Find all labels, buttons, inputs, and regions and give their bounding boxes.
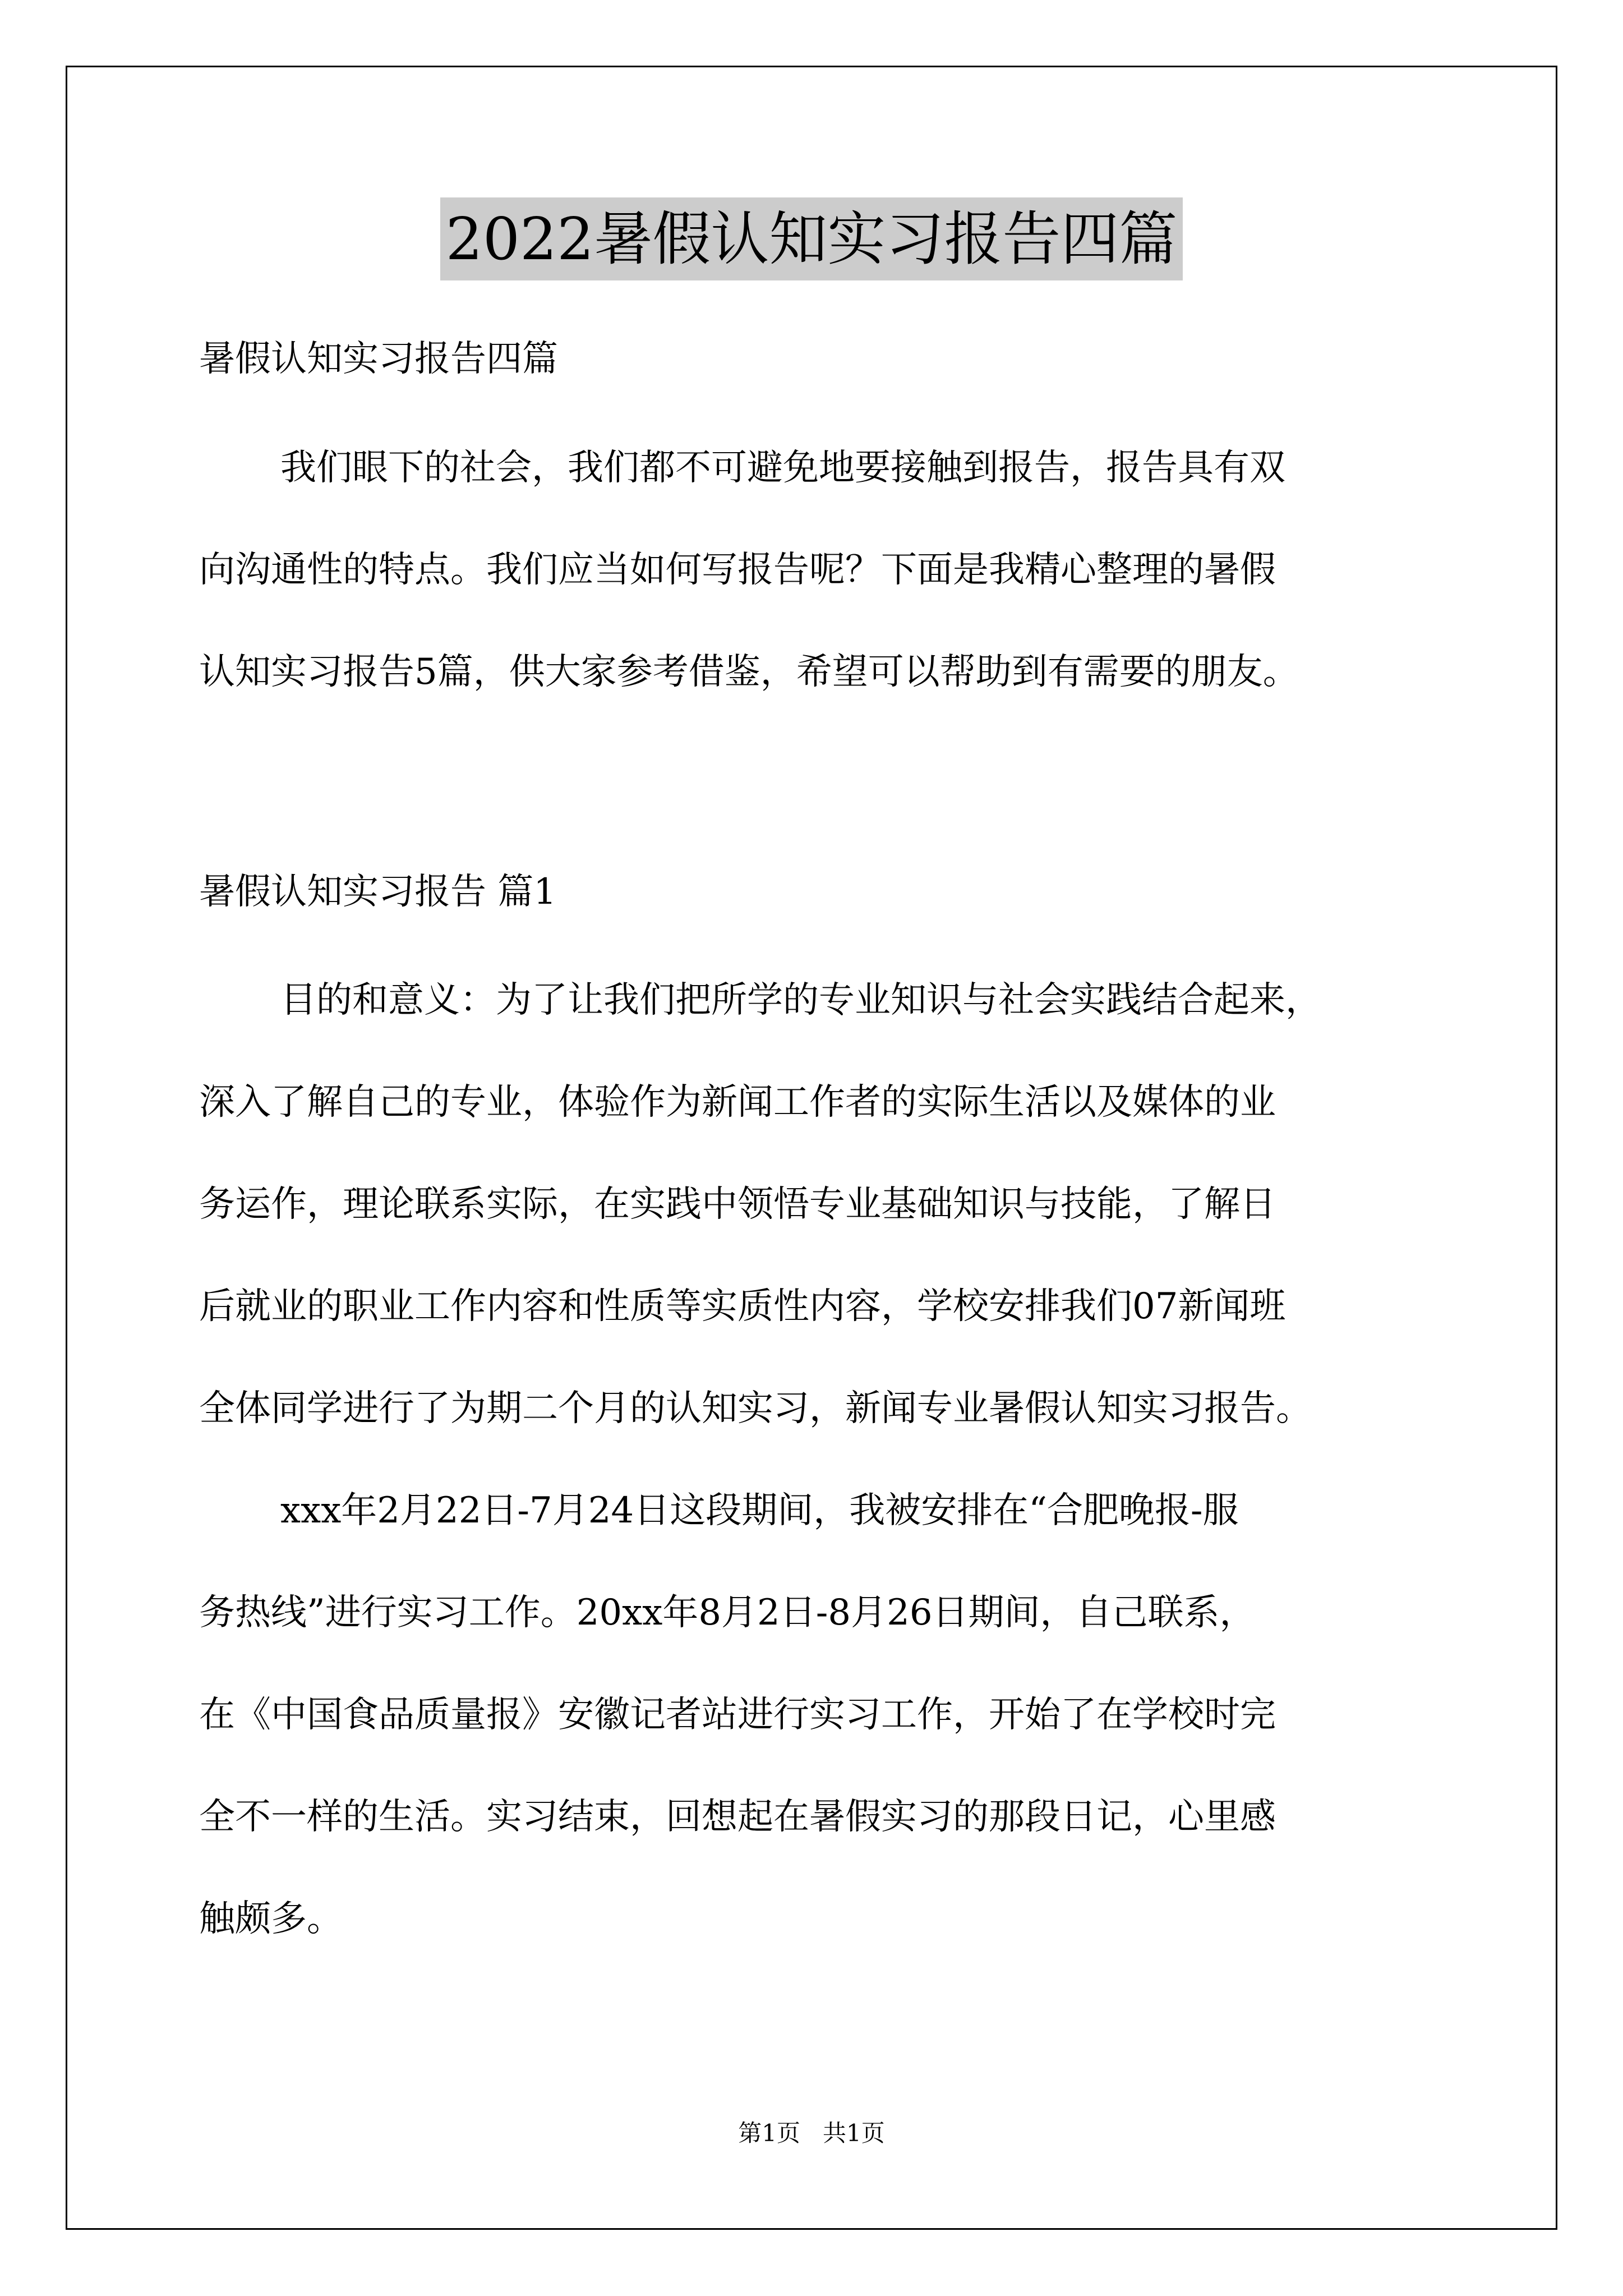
page-number: 第1页 [738,2119,800,2147]
document-subtitle: 暑假认知实习报告四篇 [199,338,558,380]
para1-line-5: 全体同学进行了为期二个月的认知实习，新闻专业暑假认知实习报告。 [199,1388,1312,1429]
section-heading: 暑假认知实习报告 篇1 [199,871,557,913]
para1-line-2: 深入了解自己的专业，体验作为新闻工作者的实际生活以及媒体的业 [199,1082,1276,1123]
para1-line-1: 目的和意义：为了让我们把所学的专业知识与社会实践结合起来， [280,979,1321,1021]
para1-line-4: 后就业的职业工作内容和性质等实质性内容，学校安排我们07新闻班 [199,1286,1286,1327]
para2-line-2: 务热线”进行实习工作。20xx年8月2日-8月26日期间，自己联系， [199,1592,1256,1634]
para2-line-3: 在《中国食品质量报》安徽记者站进行实习工作，开始了在学校时完 [199,1694,1276,1736]
page-total: 共1页 [823,2119,885,2147]
intro-line-2: 向沟通性的特点。我们应当如何写报告呢？下面是我精心整理的暑假 [199,549,1276,591]
para2-line-4: 全不一样的生活。实习结束，回想起在暑假实习的那段日记，心里感 [199,1796,1276,1838]
page-footer [0,2118,1623,2149]
para2-line-1: xxx年2月22日-7月24日这段期间，我被安排在“合肥晚报-服 [280,1490,1239,1531]
document-title: 2022暑假认知实习报告四篇 [440,197,1183,280]
para2-line-5: 触颇多。 [199,1898,343,1940]
intro-line-3: 认知实习报告5篇，供大家参考借鉴，希望可以帮助到有需要的朋友。 [199,651,1299,693]
intro-line-1: 我们眼下的社会，我们都不可避免地要接触到报告，报告具有双 [280,447,1285,489]
title-container [0,197,1623,280]
para1-line-3: 务运作，理论联系实际，在实践中领悟专业基础知识与技能，了解日 [199,1184,1276,1225]
